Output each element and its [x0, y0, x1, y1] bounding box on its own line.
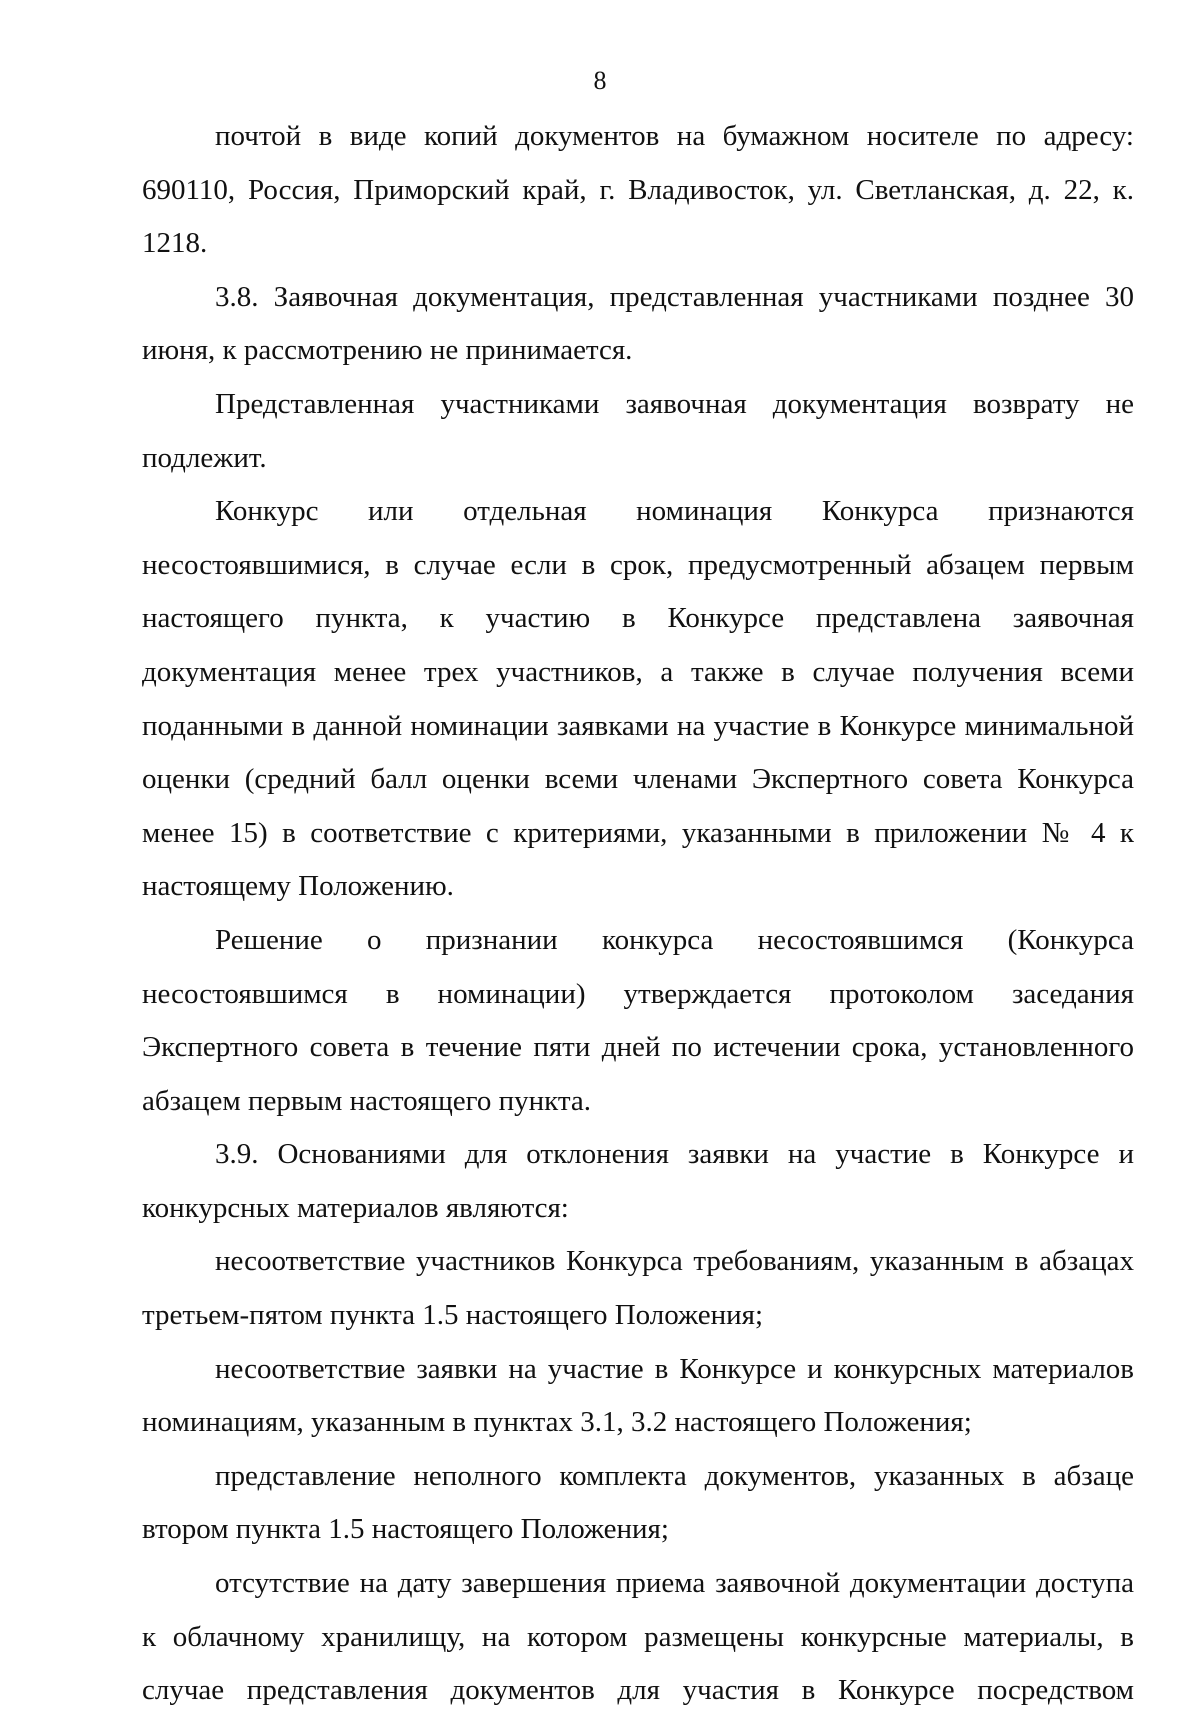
page-number: 8 — [593, 66, 607, 95]
paragraph-continuation: почтой в виде копий документов на бумажном носителе по адресу: 690110, Россия, Приморский край, г. Владивосток, ул. Светланская, д. 22, к. 1218. — [142, 120, 1134, 260]
paragraph-reason-cloud-access: отсутствие на дату завершения приема заявочной документации доступа к облачному хранилищу, на котором размещены конкурсные материалы, в случае представления документов для участия в Конкурсе посредством — [142, 1567, 1134, 1707]
paragraph-reason-incomplete: представление неполного комплекта документов, указанных в абзаце втором пункта 1.5 настоящего Положения; — [142, 1459, 1134, 1546]
paragraph-return-policy: Представленная участниками заявочная документация возврату не подлежит. — [142, 387, 1134, 474]
paragraph-contest-failed: Конкурс или отдельная номинация Конкурса признаются несостоявшимися, в случае если в срок, предусмотренный абзацем первым настоящего пункта, к участию в Конкурсе представлена заявочная документация менее трех участников, а также в случае получения всеми поданными в данной номинации заявками на участие в Конкурсе минимальной оценки (средний балл оценки всеми членами Экспертного совета Конкурса менее 15) в соответствие с критериями, указанными в приложении № 4 к настоящему Положению. — [142, 495, 1134, 903]
paragraph-reason-nominations: несоответствие заявки на участие в Конкурсе и конкурсных материалов номинациям, указанным в пунктах 3.1, 3.2 настоящего Положения; — [142, 1352, 1134, 1439]
paragraph-3-8: 3.8. Заявочная документация, представленная участниками позднее 30 июня, к рассмотрению не принимается. — [142, 280, 1134, 367]
paragraph-decision: Решение о признании конкурса несостоявшимся (Конкурса несостоявшимся в номинации) утверждается протоколом заседания Экспертного совета в течение пяти дней по истечении срока, установленного абзацем первым настоящего пункта. — [142, 923, 1134, 1117]
document-body — [142, 110, 1134, 1718]
paragraph-3-9: 3.9. Основаниями для отклонения заявки на участие в Конкурсе и конкурсных материалов являются: — [142, 1138, 1134, 1224]
paragraph-reason-participants: несоответствие участников Конкурса требованиям, указанным в абзацах третьем-пятом пункта 1.5 настоящего Положения; — [142, 1245, 1134, 1332]
